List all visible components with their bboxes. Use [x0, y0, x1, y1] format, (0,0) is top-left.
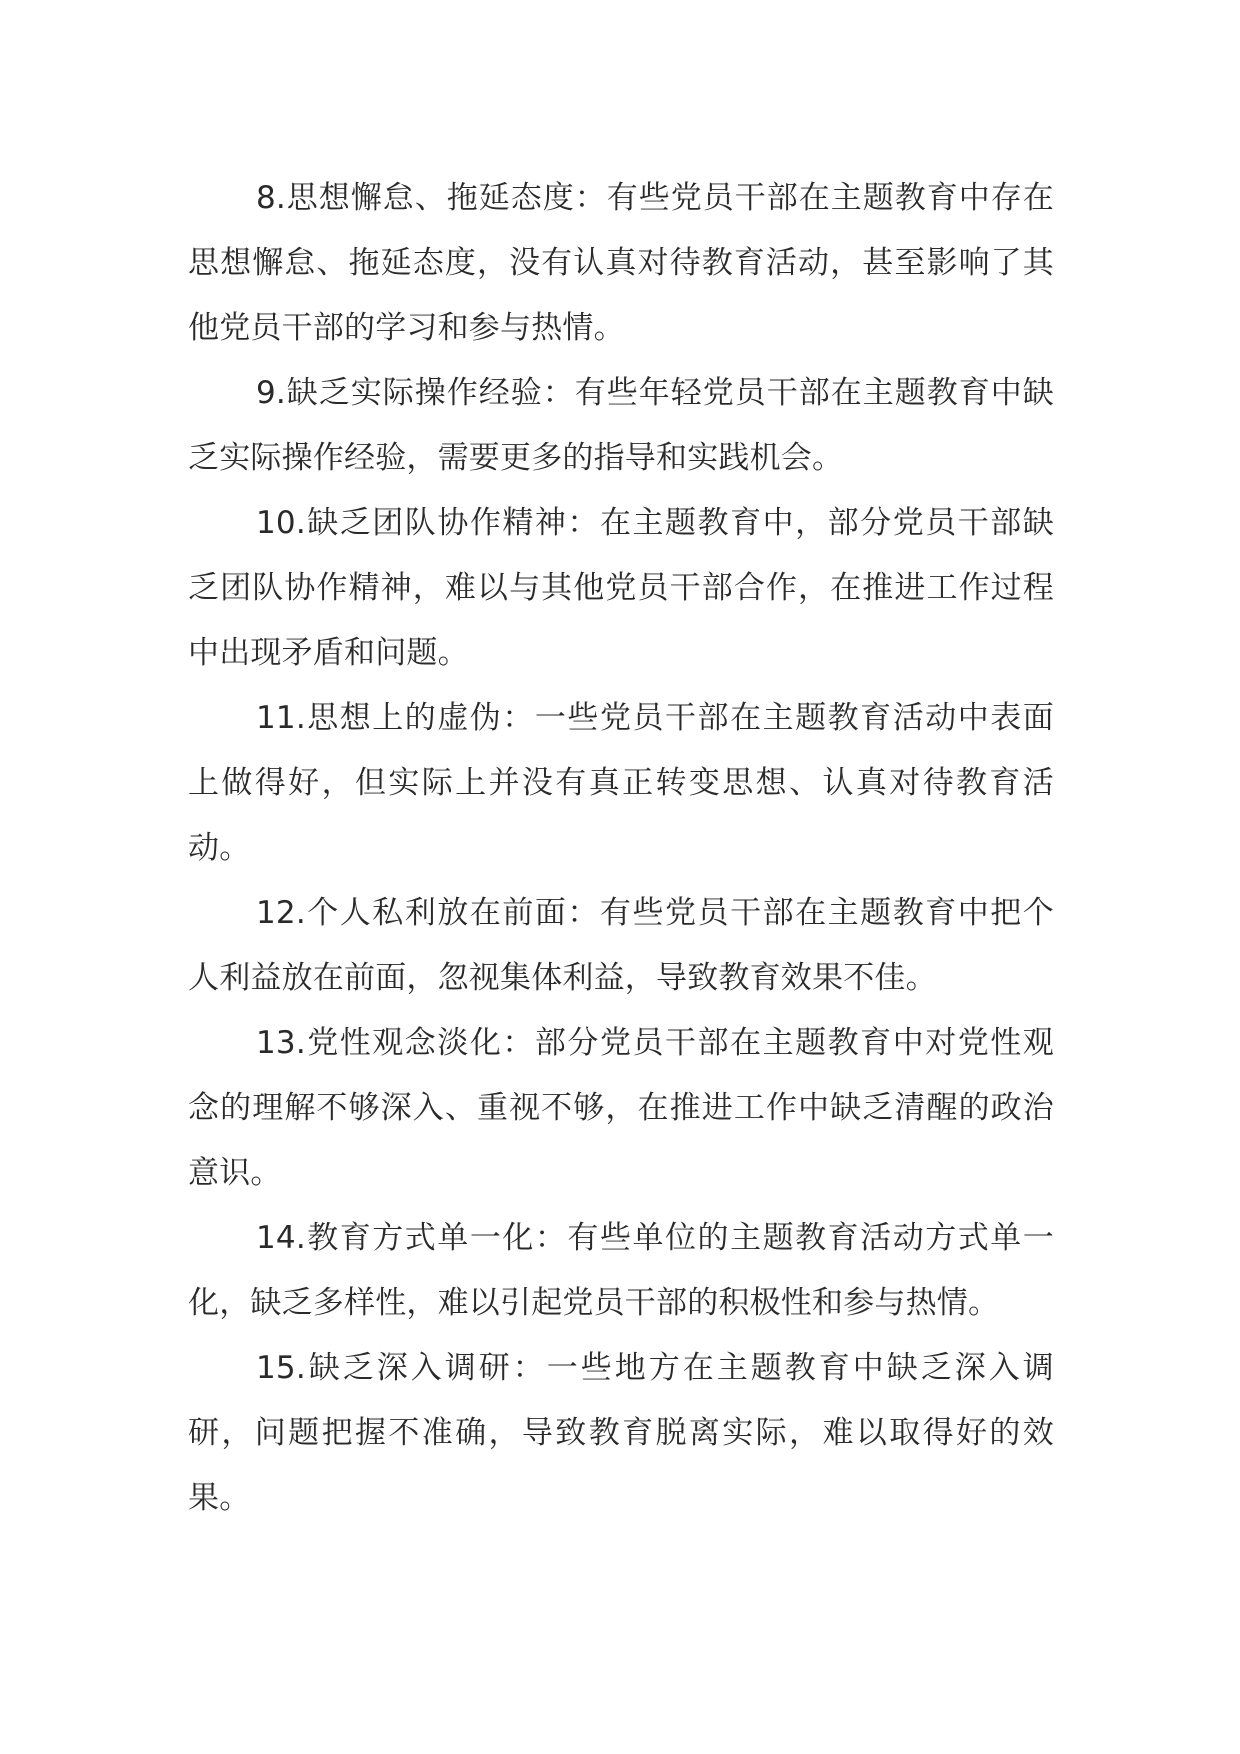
paragraph-8: 8.思想懈怠、拖延态度：有些党员干部在主题教育中存在思想懈怠、拖延态度，没有认真对待教育活动，甚至影响了其他党员干部的学习和参与热情。	[188, 180, 1054, 346]
paragraph-10: 10.缺乏团队协作精神：在主题教育中，部分党员干部缺乏团队协作精神，难以与其他党员干部合作，在推进工作过程中出现矛盾和问题。	[188, 505, 1054, 671]
document-body	[188, 166, 1054, 1531]
paragraph-11: 11.思想上的虚伪：一些党员干部在主题教育活动中表面上做得好，但实际上并没有真正转变思想、认真对待教育活动。	[188, 700, 1054, 866]
paragraph-13: 13.党性观念淡化：部分党员干部在主题教育中对党性观念的理解不够深入、重视不够，在推进工作中缺乏清醒的政治意识。	[188, 1025, 1054, 1191]
paragraph-15: 15.缺乏深入调研：一些地方在主题教育中缺乏深入调研，问题把握不准确，导致教育脱离实际，难以取得好的效果。	[188, 1350, 1054, 1516]
paragraph-9: 9.缺乏实际操作经验：有些年轻党员干部在主题教育中缺乏实际操作经验，需要更多的指导和实践机会。	[188, 375, 1054, 476]
paragraph-14: 14.教育方式单一化：有些单位的主题教育活动方式单一化，缺乏多样性，难以引起党员干部的积极性和参与热情。	[188, 1220, 1054, 1321]
paragraph-12: 12.个人私利放在前面：有些党员干部在主题教育中把个人利益放在前面，忽视集体利益，导致教育效果不佳。	[188, 895, 1054, 996]
